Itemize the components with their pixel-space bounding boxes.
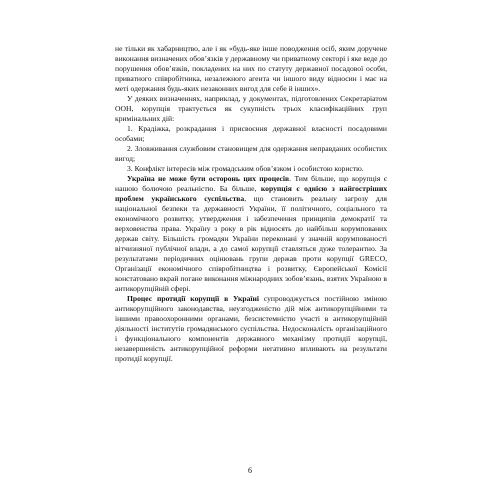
process-bold-phrase: Процес протидії корупції в Україні	[127, 294, 259, 303]
paragraph-un-definition: У деяких визначеннях, наприклад, у документах, підготовлених Секретаріатом ООН, корупція трактується як сукупність трьох класифікаційних груп кримінальних дій:	[115, 94, 387, 123]
ukraine-text-2: , що становить реальну загрозу для національної безпеки та державності України, її політичного, соціального та економічного розвитку, утвердження і забезпечення принципів демократії та верховенства права. Україну з року в рік відносять до найбільш корумпованих держав світу. Більшість громадян України переконані у значній корумпованості вітчизняної публічної влади, а до самої корупції ставляться дуже толерантно. За результатами періодичних оцінювань групи держав проти корупції GRECO, Організації економічного співробітництва і розвитку, Європейської Комісії констатовано вкрай погане виконання міжнародних зобов’язань, взятих Україною в антикорупційній сфері.	[115, 194, 387, 293]
process-text: супроводжується постійною зміною антикорупційного законодавства, неузгодженістю дій між антикорупційними та іншими правоохоронними органами, безсистемністю участі в антикорупційній діяльності інститутів громадянського суспільства. Недосконалість організаційного і функціонального компонентів державного механізму протидії корупції, незавершеність антикорупційної реформи негативно впливають на результати протидії корупції.	[115, 294, 387, 363]
list-item-1: 1. Крадіжка, розкрадання і присвоєння державної власності посадовими особами;	[115, 124, 387, 143]
ukraine-text-1: . Тим більше, що корупція є нашою болючою реальністю. Ба більше,	[115, 174, 388, 193]
list-item-3: 3. Конфлікт інтересів між громадським обов’язком і особистою користю.	[127, 164, 364, 173]
document-body	[115, 44, 387, 364]
paragraph-process	[115, 294, 387, 364]
paragraph-ukraine	[115, 174, 387, 294]
ukraine-bold-phrase-2: корупція є однією з найгостріших проблем українського суспільства	[115, 184, 387, 203]
page-number: 6	[248, 466, 252, 475]
ukraine-bold-phrase-1: Україна не може бути осторонь цих процесів	[127, 174, 290, 183]
list-item-2: 2. Зловживання службовим становищем для одержання неправданих особистих вигод;	[115, 144, 387, 163]
paragraph-intro: не тільки як хабарництво, але і як «будь-яке інше поводження осіб, яким доручене виконання визначених обов’язків у державному чи приватному секторі і яке веде до порушення обов’язків, покладених на них по статуту державної посадової особи, приватного співробітника, незалежного агента чи іншого виду відносин і має на меті одержання будь-яких незаконних вигод для себе й інших».	[115, 44, 388, 93]
